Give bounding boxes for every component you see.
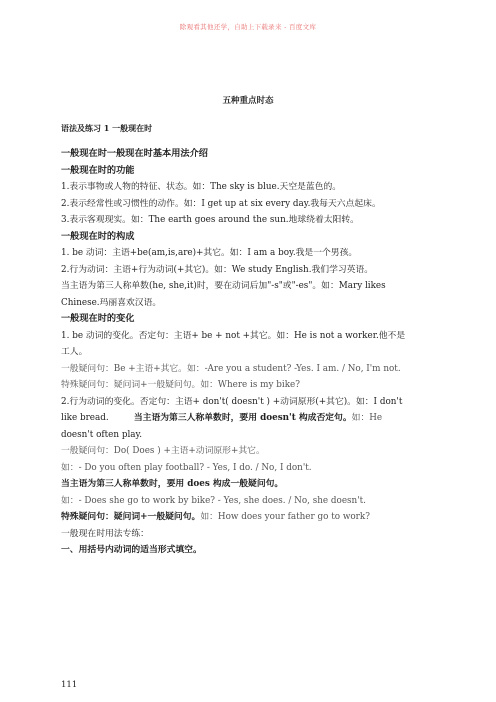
paragraph-line-mixed [61, 509, 441, 526]
header-banner: 除观看其他还学，自助上下载录来 - 百度文库 [179, 23, 317, 31]
line-text: like bread. [61, 413, 109, 423]
paragraph-line: 1. be 动词：主语+be(am,is,are)+其它。如：I am a boy.我是一个男孩。 [61, 248, 358, 258]
heading-changes: 一般现在时的变化 [61, 313, 135, 324]
paragraph-line: Chinese.玛丽喜欢汉语。 [61, 297, 162, 308]
example-text: 如：He [351, 413, 383, 423]
section-title: 语法及练习 1 一般现在时 [61, 123, 153, 133]
paragraph-line: 一般现在时用法专练： [61, 528, 149, 539]
heading-intro: 一般现在时一般现在时基本用法介绍 [61, 148, 208, 159]
paragraph-line: 工人。 [61, 347, 88, 357]
paragraph-line: 2.行为动词：主语+行为动词(+其它)。如：We study English.我们学习英语。 [61, 264, 374, 275]
heading-structure: 一般现在时的构成 [61, 230, 135, 242]
paragraph-line: 一般疑问句：Do( Does ) +主语+动词原形+其它。 [61, 446, 265, 456]
document-body [61, 123, 441, 559]
emphasis-text: 当主语为第三人称单数时，要用 doesn't 构成否定句。 [133, 413, 352, 423]
paragraph-line: 3.表示客观现实。如：The earth goes around the sun.地球绕着太阳转。 [61, 215, 359, 225]
paragraph-line: 如：- Do you often play football? - Yes, I do. / No, I don't. [61, 462, 312, 473]
paragraph-line: 一般疑问句：Be +主语+其它。如：-Are you a student? -Yes. I am. / No, I'm not. [61, 363, 401, 374]
paragraph-line: 当主语为第三人称单数(he, she,it)时，要在动词后加"-s"或"-es"。如：Mary likes [61, 281, 386, 291]
page-number: 111 [61, 680, 78, 690]
emphasis-text: 特殊疑问句：疑问词+一般疑问句。 [61, 512, 201, 522]
paragraph-line: 2.行为动词的变化。否定句：主语+ don't( doesn't ) +动词原形(+其它)。如：I don't [61, 396, 403, 407]
paragraph-line: 特殊疑问句：疑问词+一般疑问句。如：Where is my bike? [61, 380, 300, 390]
paragraph-line: 当主语为第三人称单数时，要用 does 构成一般疑问句。 [61, 479, 284, 489]
exercise-heading: 一、用括号内动词的适当形式填空。 [61, 545, 202, 555]
heading-function: 一般现在时的功能 [61, 164, 135, 176]
example-text: 如：How does your father go to work? [200, 512, 370, 522]
paragraph-line: 2.表示经常性或习惯性的动作。如：I get up at six every day.我每天六点起床。 [61, 198, 381, 209]
paragraph-line: 如：- Does she go to work by bike? - Yes, she does. / No, she doesn't. [61, 495, 366, 506]
paragraph-line: 1. be 动词的变化。否定句：主语+ be + not +其它。如：He is not a worker.他不是 [61, 330, 406, 341]
page-title: 五种重点时态 [222, 96, 274, 106]
paragraph-line-mixed [61, 410, 441, 427]
paragraph-line: 1.表示事物或人物的特征、状态。如：The sky is blue.天空是蓝色的。 [61, 182, 342, 192]
paragraph-line: doesn't often play. [61, 429, 143, 440]
